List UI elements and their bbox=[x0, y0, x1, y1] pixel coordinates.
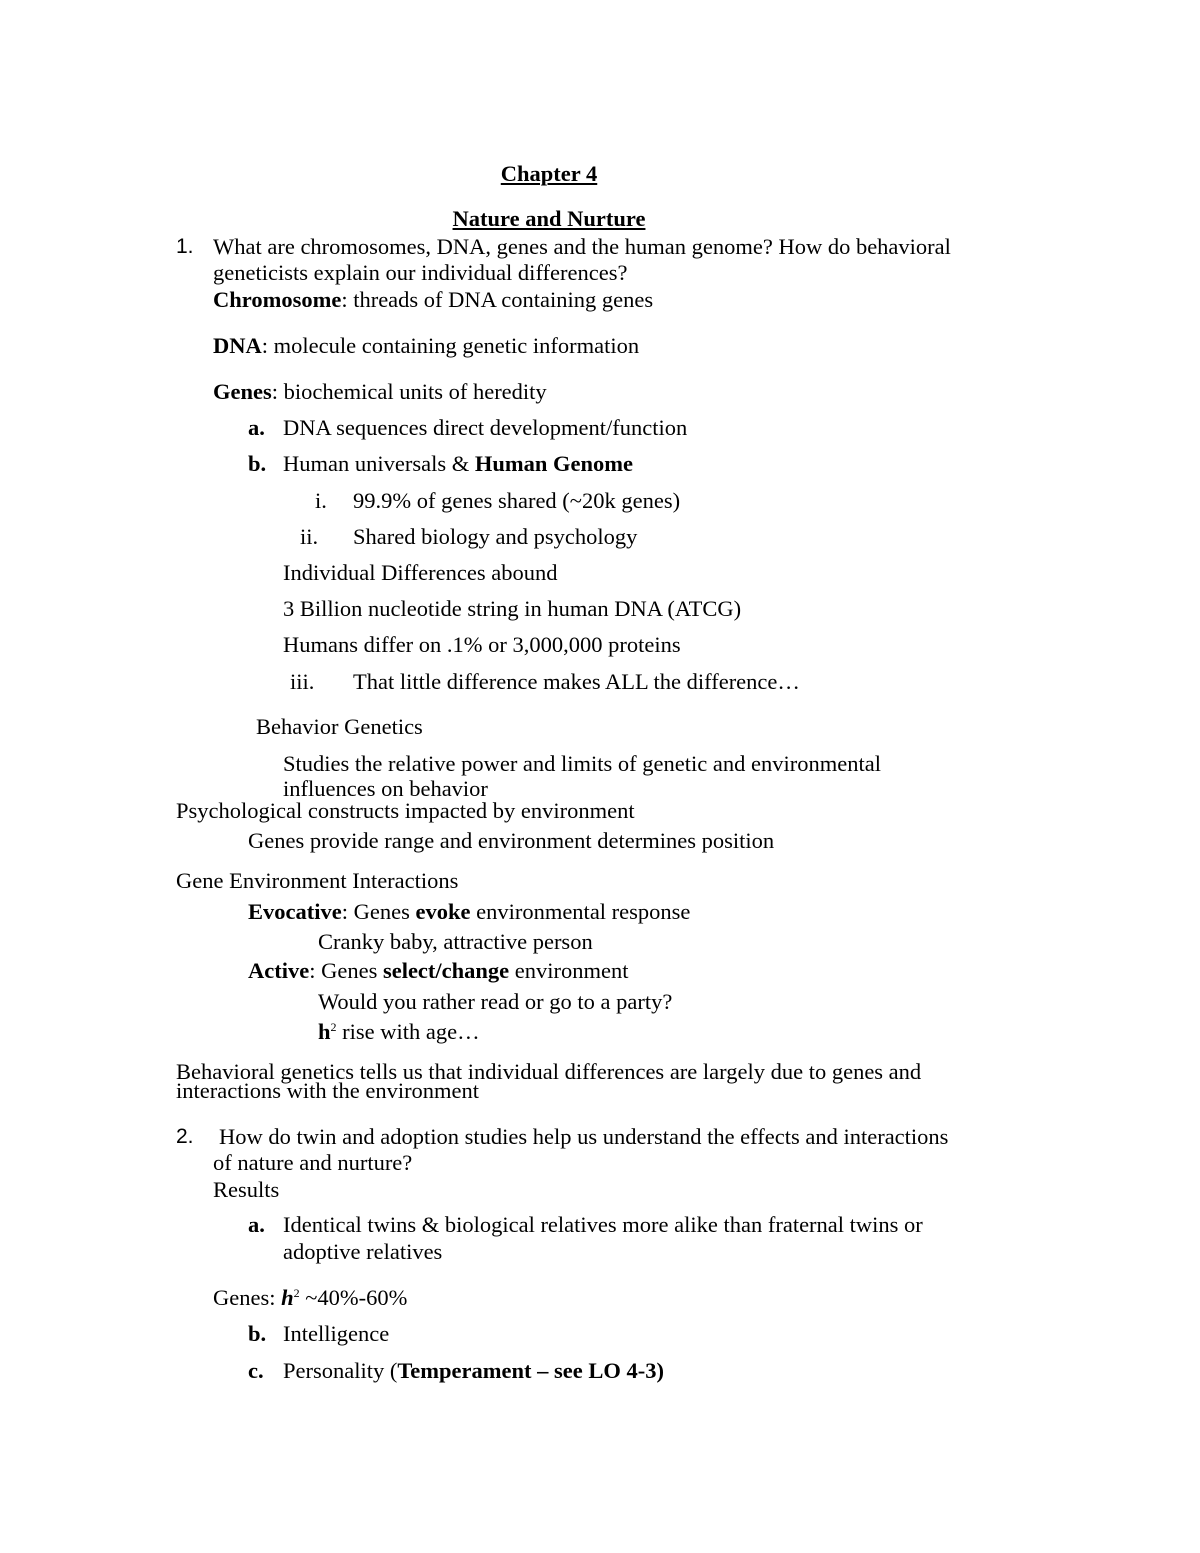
results-heading: Results bbox=[213, 1177, 280, 1202]
question-1-line1: What are chromosomes, DNA, genes and the human genome? How do behavioral bbox=[213, 234, 951, 259]
list-item-iii-marker: iii. bbox=[290, 669, 315, 694]
gene-env-heading: Gene Environment Interactions bbox=[176, 868, 459, 893]
genes-range: Genes provide range and environment determines position bbox=[248, 828, 775, 853]
cranky-baby: Cranky baby, attractive person bbox=[318, 929, 593, 954]
list-item-ii-marker: ii. bbox=[300, 524, 319, 549]
list-item-a-marker: a. bbox=[248, 415, 265, 440]
active-line: Active: Genes select/change environment bbox=[248, 958, 629, 983]
question-2-number: 2. bbox=[176, 1125, 194, 1148]
list-item-iii: That little difference makes ALL the difference… bbox=[353, 669, 800, 694]
list-item-i: 99.9% of genes shared (~20k genes) bbox=[353, 488, 681, 513]
list-item-a: DNA sequences direct development/function bbox=[283, 415, 688, 440]
studies-line2: influences on behavior bbox=[283, 776, 488, 801]
h2-rise: $h^2$ rise with age… bbox=[318, 1019, 480, 1044]
list-item-ii: Shared biology and psychology bbox=[353, 524, 638, 549]
list-item-b-marker: b. bbox=[248, 451, 267, 476]
page-subtitle: Nature and Nurture bbox=[452, 206, 646, 231]
behavior-genetics-heading: Behavior Genetics bbox=[256, 714, 423, 739]
q2-item-a-marker: a. bbox=[248, 1212, 265, 1237]
question-1-line2: geneticists explain our individual differences? bbox=[213, 260, 628, 285]
q2-item-a-line2: adoptive relatives bbox=[283, 1239, 443, 1264]
dna-definition: DNA: molecule containing genetic information bbox=[213, 333, 640, 358]
evocative-line: Evocative: Genes evoke environmental response bbox=[248, 899, 691, 924]
nucleotide-string: 3 Billion nucleotide string in human DNA (ATCG) bbox=[283, 596, 742, 621]
q2-item-c: Personality (Temperament – see LO 4-3) bbox=[283, 1358, 664, 1383]
humans-differ: Humans differ on .1% or 3,000,000 proteins bbox=[283, 632, 681, 657]
q2-item-c-marker: c. bbox=[248, 1358, 264, 1383]
individual-differences: Individual Differences abound bbox=[283, 560, 558, 585]
page-title: Chapter 4 bbox=[500, 161, 598, 186]
bg-conclusion-line2: interactions with the environment bbox=[176, 1078, 480, 1103]
bg-conclusion-line1: Behavioral genetics tells us that individual differences are largely due to genes and bbox=[176, 1059, 922, 1084]
read-or-party: Would you rather read or go to a party? bbox=[318, 989, 673, 1014]
q2-item-b-marker: b. bbox=[248, 1321, 267, 1346]
q2-item-b: Intelligence bbox=[283, 1321, 390, 1346]
q2-item-a-line1: Identical twins & biological relatives more alike than fraternal twins or bbox=[283, 1212, 923, 1237]
list-item-i-marker: i. bbox=[315, 488, 327, 513]
question-1-number: 1. bbox=[176, 235, 194, 258]
question-2-line2: of nature and nurture? bbox=[213, 1150, 413, 1175]
genes-heritability: Genes: $h^2$ ~40%-60% bbox=[213, 1285, 408, 1310]
studies-line1: Studies the relative power and limits of genetic and environmental bbox=[283, 751, 881, 776]
psych-constructs: Psychological constructs impacted by environment bbox=[176, 798, 635, 823]
genes-definition: Genes: biochemical units of heredity bbox=[213, 379, 547, 404]
list-item-b: Human universals & Human Genome bbox=[283, 451, 633, 476]
chromosome-definition: Chromosome: threads of DNA containing genes bbox=[213, 287, 654, 312]
question-2-line1: How do twin and adoption studies help us understand the effects and interactions bbox=[219, 1124, 949, 1149]
